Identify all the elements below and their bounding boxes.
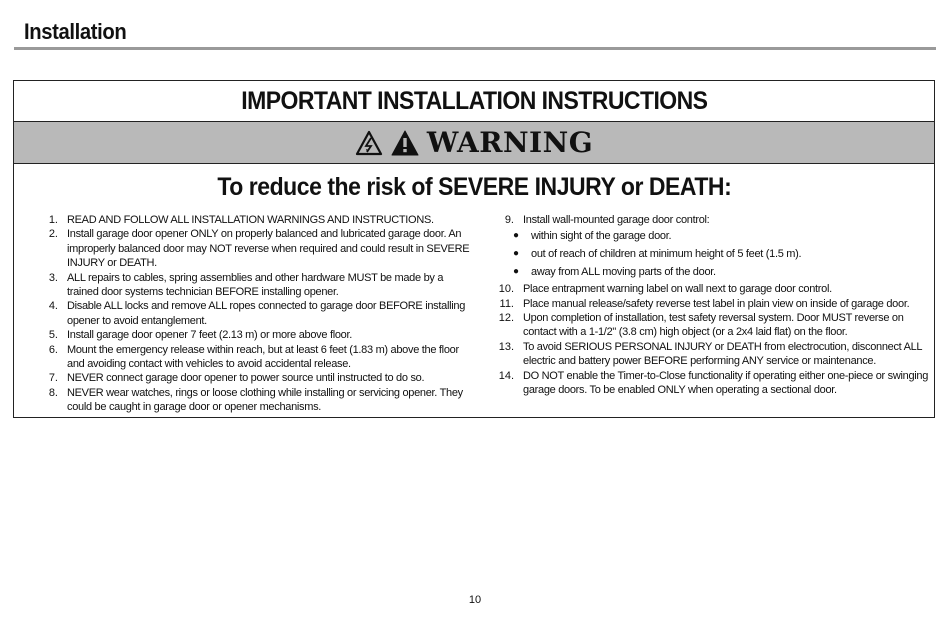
- list-item: [28, 227, 474, 270]
- item-text: Install wall-mounted garage door control:: [523, 214, 710, 226]
- item-text: READ AND FOLLOW ALL INSTALLATION WARNINGS AND INSTRUCTIONS.: [67, 214, 434, 226]
- section-title: Installation: [24, 19, 127, 44]
- item-text: To avoid SERIOUS PERSONAL INJURY or DEATH from electrocution, disconnect ALL electric and battery power BEFORE performing ANY service or maintenance.: [523, 340, 922, 368]
- bullet-item: [484, 265, 930, 279]
- item-number: 8.: [48, 386, 58, 399]
- bullet-item: [484, 247, 930, 261]
- list-item: [484, 369, 930, 398]
- list-item: [484, 311, 930, 340]
- item-text: Install garage door opener 7 feet (2.13 m) or more above floor.: [67, 329, 352, 342]
- item-text: Install garage door opener ONLY on properly balanced and lubricated garage door. An improperly balanced door may NOT reverse when required and could result in SEVERE INJURY or DEATH.: [67, 228, 470, 270]
- control-location-bullets: [484, 229, 930, 278]
- item-text: Mount the emergency release within reach, but at least 6 feet (1.83 m) above the floor and avoiding contact with vehicles to avoid accidental release.: [67, 343, 459, 371]
- item-number: 12.: [498, 312, 514, 324]
- list-item: [28, 386, 474, 415]
- item-text: ALL repairs to cables, spring assemblies and other hardware MUST be made by a trained door systems technician BEFORE installing opener.: [67, 271, 444, 299]
- list-item: [484, 340, 930, 369]
- alert-triangle-icon: [391, 130, 419, 156]
- list-item: [28, 328, 474, 342]
- bullet-text: away from ALL moving parts of the door.: [531, 265, 716, 278]
- risk-title-text: To reduce the risk of SEVERE INJURY or DEATH:: [217, 173, 731, 201]
- box-title: [14, 81, 934, 122]
- list-item: [28, 271, 474, 300]
- instructions-box: [13, 80, 935, 418]
- item-number: 14.: [498, 369, 514, 382]
- item-number: 10.: [498, 283, 514, 296]
- left-column: [28, 213, 474, 415]
- item-number: 6.: [48, 343, 58, 356]
- item-text: Place manual release/safety reverse test label in plain view on inside of garage door.: [523, 297, 910, 310]
- warning-label: WARNING: [426, 126, 594, 159]
- section-rule: [14, 47, 936, 50]
- right-column: [484, 213, 930, 397]
- item-number: 2.: [48, 228, 58, 241]
- section-header: [14, 17, 936, 50]
- electric-shock-warning-icon: [355, 130, 383, 156]
- item-text: Upon completion of installation, test safety reversal system. Door MUST reverse on contact with a 1-1/2" (3.8 cm) high object (or a 2x4 laid flat) on the floor.: [523, 312, 904, 339]
- list-item: [28, 371, 474, 385]
- list-item: [28, 299, 474, 328]
- item-text: Disable ALL locks and remove ALL ropes connected to garage door BEFORE installing opener to avoid entanglement.: [67, 300, 466, 327]
- item-text: Place entrapment warning label on wall next to garage door control.: [523, 283, 832, 296]
- list-item: [484, 213, 930, 227]
- item-number: 4.: [48, 300, 58, 313]
- bullet-item: [484, 229, 930, 243]
- item-number: 11.: [499, 297, 514, 310]
- item-number: 3.: [48, 271, 58, 284]
- bullet-dot-icon: ●: [513, 248, 520, 259]
- item-number: 7.: [48, 372, 58, 385]
- item-number: 5.: [48, 329, 58, 342]
- item-text: DO NOT enable the Timer-to-Close functionality if operating either one-piece or swinging garage doors. To be enabled ONLY when operating a sectional door.: [523, 369, 929, 397]
- warning-band: [14, 122, 934, 164]
- item-number: 1.: [48, 214, 58, 226]
- list-item: [28, 213, 474, 227]
- item-text: NEVER connect garage door opener to power source until instructed to do so.: [67, 372, 425, 385]
- bullet-text: out of reach of children at minimum height of 5 feet (1.5 m).: [531, 248, 802, 260]
- bullet-dot-icon: ●: [513, 230, 520, 242]
- bullet-text: within sight of the garage door.: [531, 230, 672, 243]
- item-text: NEVER wear watches, rings or loose clothing while installing or servicing opener. They could be caught in garage door or opener mechanisms.: [67, 386, 463, 414]
- bullet-dot-icon: ●: [513, 265, 520, 277]
- item-number: 9.: [504, 214, 514, 226]
- list-item: [484, 297, 930, 311]
- item-number: 13.: [498, 340, 514, 353]
- box-title-text: IMPORTANT INSTALLATION INSTRUCTIONS: [240, 87, 708, 115]
- list-item: [28, 343, 474, 372]
- page-number: 10: [468, 594, 482, 606]
- risk-title: [14, 173, 934, 201]
- list-item: [484, 282, 930, 296]
